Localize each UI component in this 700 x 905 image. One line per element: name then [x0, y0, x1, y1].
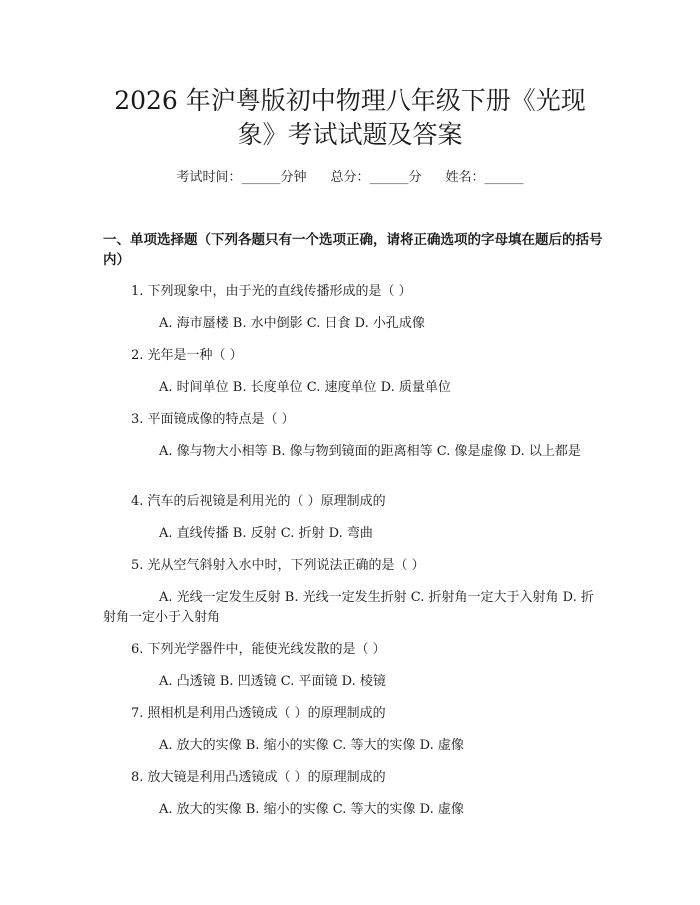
exam-name-field: 姓名：______ [445, 170, 524, 185]
question-6: 6. 下列光学器件中，能使光线发散的是（ ） [131, 642, 386, 657]
question-7-options: A. 放大的实像 B. 缩小的实像 C. 等大的实像 D. 虚像 [159, 738, 464, 753]
exam-meta-line [0, 168, 700, 188]
question-8: 8. 放大镜是利用凸透镜成（ ）的原理制成的 [131, 770, 386, 785]
question-2-options: A. 时间单位 B. 长度单位 C. 速度单位 D. 质量单位 [159, 380, 451, 395]
question-4-options: A. 直线传播 B. 反射 C. 折射 D. 弯曲 [159, 526, 373, 541]
section-heading: 一、单项选择题（下列各题只有一个选项正确，请将正确选项的字母填在题后的括号内） [103, 232, 603, 268]
question-3: 3. 平面镜成像的特点是（ ） [131, 412, 295, 427]
exam-score-field: 总分：______分 [330, 170, 422, 185]
question-1: 1. 下列现象中，由于光的直线传播形成的是（ ） [131, 284, 412, 299]
question-5-options: A. 光线一定发生反射 B. 光线一定发生折射 C. 折射角一定大于入射角 D. 折射角一定小于入射角 [103, 590, 594, 625]
question-8-options: A. 放大的实像 B. 缩小的实像 C. 等大的实像 D. 虚像 [159, 802, 464, 817]
question-3-options: A. 像与物大小相等 B. 像与物到镜面的距离相等 C. 像是虚像 D. 以上都是 [159, 444, 581, 459]
exam-time-field: 考试时间：______分钟 [176, 170, 307, 185]
question-5: 5. 光从空气斜射入水中时，下列说法正确的是（ ） [131, 558, 425, 573]
question-6-options: A. 凸透镜 B. 凹透镜 C. 平面镜 D. 棱镜 [159, 674, 386, 689]
question-2: 2. 光年是一种（ ） [131, 348, 243, 363]
document-title-line-1: 2026 年沪粤版初中物理八年级下册《光现 [114, 86, 586, 115]
document-title-line-2: 象》考试试题及答案 [237, 120, 463, 149]
question-7: 7. 照相机是利用凸透镜成（ ）的原理制成的 [131, 706, 386, 721]
question-1-options: A. 海市蜃楼 B. 水中倒影 C. 日食 D. 小孔成像 [159, 316, 425, 331]
question-4: 4. 汽车的后视镜是利用光的（ ）原理制成的 [131, 494, 386, 509]
